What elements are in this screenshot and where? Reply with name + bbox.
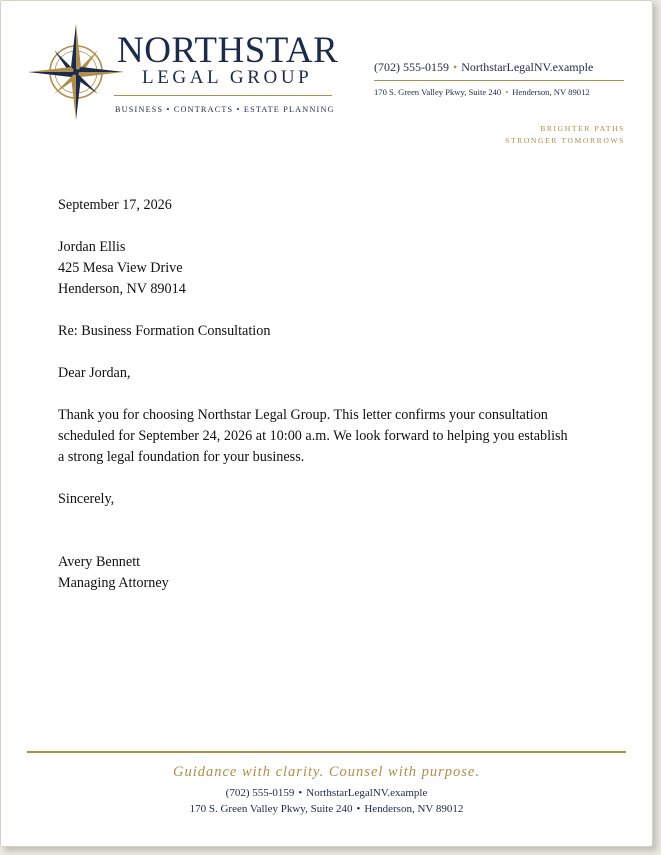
header-divider bbox=[114, 95, 332, 96]
footer-contact bbox=[1, 786, 652, 801]
subject-line: Re: Business Formation Consultation bbox=[58, 323, 271, 339]
signer-name: Avery Bennett bbox=[58, 554, 141, 570]
footer-address-street: 170 S. Green Valley Pkwy, Suite 240 bbox=[189, 803, 353, 815]
header-address-street: 170 S. Green Valley Pkwy, Suite 240 bbox=[374, 87, 502, 97]
letter-date: September 17, 2026 bbox=[58, 197, 172, 213]
tagline bbox=[505, 123, 625, 147]
header-address-city: Henderson, NV 89012 bbox=[512, 87, 590, 97]
footer-phone: (702) 555-0159 bbox=[225, 787, 295, 799]
compass-star-icon bbox=[27, 23, 125, 121]
tagline-line-1: BRIGHTER PATHS bbox=[540, 124, 625, 133]
tagline-line-2: STRONGER TOMORROWS bbox=[505, 136, 625, 145]
recipient-street: 425 Mesa View Drive bbox=[58, 260, 183, 276]
footer-motto: Guidance with clarity. Counsel with purpose. bbox=[172, 764, 480, 780]
footer-address-city: Henderson, NV 89012 bbox=[364, 803, 464, 815]
header-contact bbox=[374, 59, 624, 98]
contact-divider bbox=[374, 80, 624, 81]
recipient-city: Henderson, NV 89014 bbox=[58, 281, 186, 297]
footer-divider bbox=[27, 751, 626, 753]
bullet-separator: • bbox=[356, 803, 361, 815]
closing: Sincerely, bbox=[58, 491, 115, 507]
body-line-1: Thank you for choosing Northstar Legal Group. This letter confirms your consultation bbox=[58, 407, 548, 423]
salutation: Dear Jordan, bbox=[58, 365, 131, 381]
body-line-3: a strong legal foundation for your business. bbox=[58, 449, 305, 465]
body-line-2: scheduled for September 24, 2026 at 10:00 a.m. We look forward to helping you establish bbox=[58, 428, 568, 444]
header-website-link[interactable]: NorthstarLegalNV.example bbox=[461, 60, 594, 74]
bullet-separator: • bbox=[298, 787, 303, 799]
header-address bbox=[374, 87, 624, 98]
bullet-separator: • bbox=[453, 60, 458, 74]
header-phone: (702) 555-0159 bbox=[374, 60, 449, 74]
firm-name: NORTHSTAR bbox=[117, 30, 339, 71]
firm-subname: LEGAL GROUP bbox=[142, 67, 313, 88]
footer-address bbox=[1, 802, 652, 817]
signer-title: Managing Attorney bbox=[58, 575, 169, 591]
recipient-name: Jordan Ellis bbox=[58, 239, 126, 255]
header-contact-line bbox=[374, 59, 624, 75]
letter-body bbox=[58, 195, 598, 594]
practice-areas: BUSINESS • CONTRACTS • ESTATE PLANNING bbox=[115, 105, 335, 114]
bullet-separator: • bbox=[505, 87, 509, 97]
footer-website-link[interactable]: NorthstarLegalNV.example bbox=[306, 787, 428, 799]
